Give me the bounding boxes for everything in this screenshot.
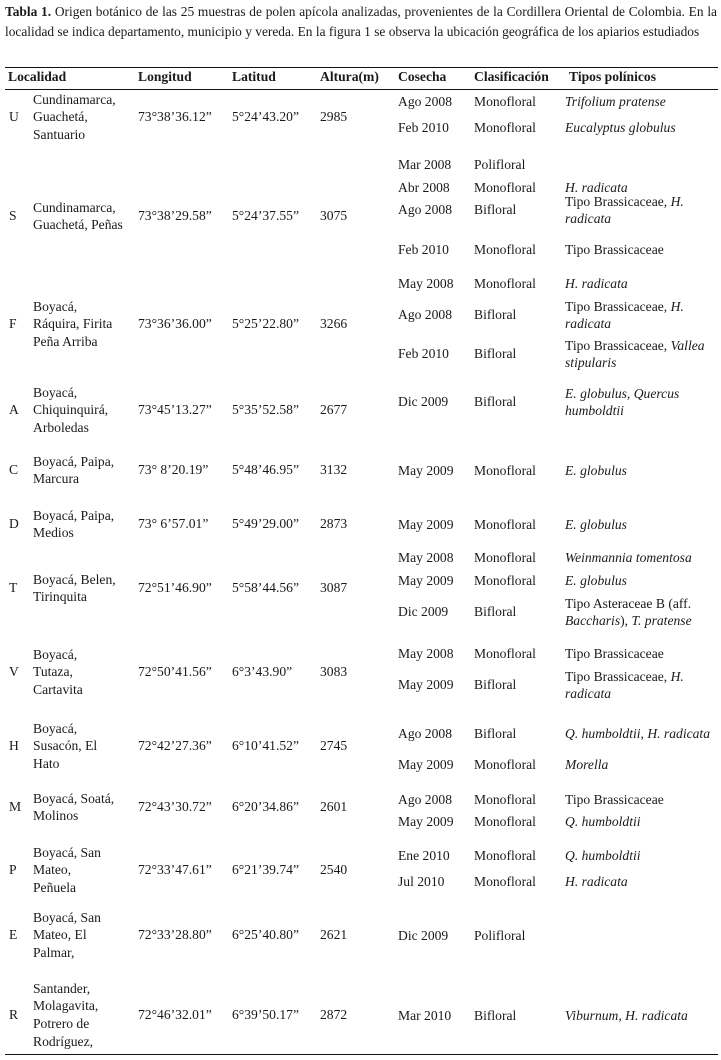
sample-classification: Bifloral bbox=[474, 726, 517, 741]
sample-harvest: Feb 2010 bbox=[398, 120, 449, 135]
site-locality: Boyacá, Paipa, Marcura bbox=[33, 453, 115, 487]
pollen-taxon-italic: E. globulus bbox=[565, 517, 627, 532]
sample-harvest: Ago 2008 bbox=[398, 202, 452, 217]
site-latitude: 5°48’46.95” bbox=[232, 462, 299, 477]
pollen-taxon-italic: H. radicata bbox=[565, 193, 684, 227]
caption-label: Tabla 1. bbox=[5, 4, 52, 19]
sample-harvest: Feb 2010 bbox=[398, 346, 449, 361]
pollen-taxon-italic: H. radicata bbox=[565, 874, 628, 889]
pollen-type-text: Tipo Brassicaceae, bbox=[565, 193, 671, 209]
sample-harvest: May 2008 bbox=[398, 550, 454, 565]
site-longitude: 73° 8’20.19” bbox=[138, 462, 209, 477]
sample-pollen-types bbox=[565, 462, 715, 480]
header-localidad: Localidad bbox=[8, 69, 67, 84]
site-latitude: 5°25’22.80” bbox=[232, 316, 299, 331]
sample-classification: Bifloral bbox=[474, 394, 517, 409]
site-code: S bbox=[9, 208, 17, 223]
site-longitude: 72°46’32.01” bbox=[138, 1007, 212, 1022]
site-longitude: 72°33’47.61” bbox=[138, 862, 212, 877]
header-tipos-polinicos: Tipos polínicos bbox=[569, 69, 657, 84]
sample-pollen-types bbox=[565, 847, 715, 865]
site-latitude: 5°24’43.20” bbox=[232, 109, 299, 124]
site-longitude: 72°33’28.80” bbox=[138, 927, 212, 942]
site-altitude: 3075 bbox=[320, 208, 348, 223]
site-code: E bbox=[9, 927, 18, 942]
pollen-taxon-italic: Eucalyptus globulus bbox=[565, 120, 676, 135]
site-latitude: 5°58’44.56” bbox=[232, 580, 299, 595]
site-altitude: 2621 bbox=[320, 927, 348, 942]
site-altitude: 3266 bbox=[320, 316, 348, 331]
sample-harvest: Ago 2008 bbox=[398, 726, 452, 741]
sample-harvest: May 2009 bbox=[398, 814, 454, 829]
sample-harvest: May 2009 bbox=[398, 677, 454, 692]
pollen-taxon-italic: Q. humboldtii bbox=[565, 814, 641, 829]
sample-classification: Monofloral bbox=[474, 550, 536, 565]
sample-harvest: May 2009 bbox=[398, 517, 454, 532]
site-latitude: 6°21’39.74” bbox=[232, 862, 299, 877]
sample-pollen-types bbox=[565, 298, 715, 333]
sample-harvest: Dic 2009 bbox=[398, 604, 449, 619]
sample-harvest: May 2008 bbox=[398, 646, 454, 661]
site-locality: Cundinamarca, Guachetá, Santuario bbox=[33, 91, 116, 142]
pollen-type-text: Tipo Brassicaceae, bbox=[565, 668, 671, 684]
site-altitude: 2601 bbox=[320, 799, 348, 814]
site-longitude: 73° 6’57.01” bbox=[138, 516, 209, 531]
site-altitude: 3087 bbox=[320, 580, 348, 595]
sample-harvest: May 2009 bbox=[398, 573, 454, 588]
pollen-taxon-italic: Morella bbox=[565, 757, 609, 772]
sample-pollen-types bbox=[565, 572, 715, 590]
sample-classification: Monofloral bbox=[474, 180, 536, 195]
site-locality: Boyacá, San Mateo, El Palmar, bbox=[33, 909, 101, 960]
pollen-taxon-italic: H. radicata bbox=[565, 668, 684, 702]
pollen-taxon-italic: E. globulus bbox=[565, 573, 627, 588]
sample-harvest: Jul 2010 bbox=[398, 874, 445, 889]
sample-pollen-types bbox=[565, 791, 715, 809]
sample-harvest: Ago 2008 bbox=[398, 792, 452, 807]
site-altitude: 2540 bbox=[320, 862, 348, 877]
site-longitude: 72°43’30.72” bbox=[138, 799, 212, 814]
sample-classification: Bifloral bbox=[474, 346, 517, 361]
site-locality: Cundinamarca, Guachetá, Peñas bbox=[33, 199, 123, 233]
site-latitude: 6°20’34.86” bbox=[232, 799, 299, 814]
sample-harvest: Abr 2008 bbox=[398, 180, 450, 195]
header-clasificacion: Clasificación bbox=[474, 69, 549, 84]
site-code: P bbox=[9, 862, 17, 877]
header-longitud: Longitud bbox=[138, 69, 192, 84]
sample-classification: Bifloral bbox=[474, 677, 517, 692]
sample-harvest: May 2008 bbox=[398, 276, 454, 291]
site-altitude: 2873 bbox=[320, 516, 348, 531]
sample-classification: Bifloral bbox=[474, 307, 517, 322]
caption-text: Origen botánico de las 25 muestras de polen apícola analizadas, provenientes de la Cordillera Oriental de Colombia. En la localidad se indica departamento, municipio y vereda. En la figura 1 se observa la ubicación geográfica de los apiarios estudiados bbox=[5, 4, 717, 39]
pollen-type-text: Tipo Brassicaceae bbox=[565, 242, 664, 257]
sample-classification: Monofloral bbox=[474, 94, 536, 109]
sample-pollen-types bbox=[565, 193, 715, 228]
sample-classification: Monofloral bbox=[474, 573, 536, 588]
site-latitude: 5°35’52.58” bbox=[232, 402, 299, 417]
sample-harvest: Mar 2010 bbox=[398, 1008, 452, 1023]
top-rule bbox=[5, 67, 718, 68]
site-code: U bbox=[9, 109, 19, 124]
site-code: A bbox=[9, 402, 19, 417]
sample-pollen-types bbox=[565, 645, 715, 663]
site-altitude: 2985 bbox=[320, 109, 348, 124]
bottom-rule bbox=[5, 1054, 718, 1055]
site-longitude: 73°38’29.58” bbox=[138, 208, 212, 223]
sample-pollen-types bbox=[565, 275, 715, 293]
table-caption bbox=[5, 2, 717, 42]
site-latitude: 6°39’50.17” bbox=[232, 1007, 299, 1022]
pollen-taxon-italic: H. radicata bbox=[565, 298, 684, 332]
sample-harvest: Feb 2010 bbox=[398, 242, 449, 257]
sample-classification: Monofloral bbox=[474, 463, 536, 478]
sample-pollen-types bbox=[565, 1007, 715, 1025]
sample-pollen-types bbox=[565, 595, 715, 630]
pollen-taxon-italic: H. radicata bbox=[565, 180, 628, 195]
site-longitude: 73°36’36.00” bbox=[138, 316, 212, 331]
pollen-taxon-italic: Weinmannia tomentosa bbox=[565, 550, 692, 565]
sample-harvest: Dic 2009 bbox=[398, 394, 449, 409]
site-longitude: 72°50’41.56” bbox=[138, 664, 212, 679]
pollen-type-text: Tipo Brassicaceae bbox=[565, 792, 664, 807]
site-locality: Boyacá, Soatá, Molinos bbox=[33, 790, 115, 824]
site-latitude: 6°25’40.80” bbox=[232, 927, 299, 942]
site-code: V bbox=[9, 664, 19, 679]
pollen-taxon-italic: Viburnum, H. radicata bbox=[565, 1008, 688, 1023]
site-locality: Santander, Molagavita, Potrero de Rodríguez, bbox=[33, 980, 99, 1049]
site-code: M bbox=[9, 799, 22, 814]
sample-classification: Bifloral bbox=[474, 604, 517, 619]
sample-harvest: May 2009 bbox=[398, 463, 454, 478]
sample-classification: Monofloral bbox=[474, 814, 536, 829]
sample-harvest: Mar 2008 bbox=[398, 157, 452, 172]
sample-harvest: Ago 2008 bbox=[398, 94, 452, 109]
site-latitude: 5°49’29.00” bbox=[232, 516, 299, 531]
site-altitude: 3083 bbox=[320, 664, 348, 679]
sample-harvest: May 2009 bbox=[398, 757, 454, 772]
sample-pollen-types bbox=[565, 337, 715, 372]
pollen-type-text: Tipo Brassicaceae bbox=[565, 646, 664, 661]
pollen-taxon-italic: E. globulus, Quercus humboldtii bbox=[565, 385, 680, 419]
site-code: C bbox=[9, 462, 19, 477]
sample-classification: Monofloral bbox=[474, 646, 536, 661]
sample-harvest: Ene 2010 bbox=[398, 848, 450, 863]
sample-pollen-types bbox=[565, 756, 715, 774]
site-longitude: 73°45’13.27” bbox=[138, 402, 212, 417]
site-locality: Boyacá, Ráquira, Firita Peña Arriba bbox=[33, 298, 113, 349]
header-altura: Altura(m) bbox=[320, 69, 379, 84]
sample-classification: Monofloral bbox=[474, 120, 536, 135]
sample-classification: Monofloral bbox=[474, 792, 536, 807]
sample-pollen-types bbox=[565, 119, 715, 137]
pollen-taxon-italic: H. radicata bbox=[565, 276, 628, 291]
sample-pollen-types bbox=[565, 385, 715, 420]
sample-classification: Monofloral bbox=[474, 757, 536, 772]
sample-harvest: Dic 2009 bbox=[398, 928, 449, 943]
sample-pollen-types bbox=[565, 516, 715, 534]
site-longitude: 72°42’27.36” bbox=[138, 738, 212, 753]
sample-harvest: Ago 2008 bbox=[398, 307, 452, 322]
pollen-taxon-italic: Q. humboldtii bbox=[565, 848, 641, 863]
site-code: H bbox=[9, 738, 19, 753]
site-altitude: 2745 bbox=[320, 738, 348, 753]
site-longitude: 73°38’36.12” bbox=[138, 109, 212, 124]
pollen-type-text: Tipo Asteraceae B (aff. bbox=[565, 595, 692, 611]
site-locality: Boyacá, Chiquinquirá, Arboledas bbox=[33, 384, 109, 435]
site-latitude: 5°24’37.55” bbox=[232, 208, 299, 223]
sample-classification: Monofloral bbox=[474, 517, 536, 532]
header-cosecha: Cosecha bbox=[398, 69, 447, 84]
site-code: F bbox=[9, 316, 17, 331]
sample-classification: Bifloral bbox=[474, 202, 517, 217]
sample-classification: Monofloral bbox=[474, 242, 536, 257]
pollen-taxon-italic: Q. humboldtii, H. radicata bbox=[565, 726, 710, 741]
sample-pollen-types bbox=[565, 873, 715, 891]
sample-pollen-types bbox=[565, 668, 715, 703]
site-altitude: 3132 bbox=[320, 462, 348, 477]
sample-classification: Monofloral bbox=[474, 874, 536, 889]
site-code: D bbox=[9, 516, 19, 531]
pollen-taxon-italic: E. globulus bbox=[565, 463, 627, 478]
header-latitud: Latitud bbox=[232, 69, 276, 84]
site-locality: Boyacá, Paipa, Medios bbox=[33, 507, 115, 541]
sample-pollen-types bbox=[565, 725, 715, 743]
sample-pollen-types bbox=[565, 93, 715, 111]
sample-pollen-types bbox=[565, 241, 715, 259]
pollen-taxon-italic: Baccharis bbox=[565, 613, 621, 629]
sample-classification: Bifloral bbox=[474, 1008, 517, 1023]
sample-classification: Monofloral bbox=[474, 276, 536, 291]
pollen-taxon-italic: Vallea stipularis bbox=[565, 337, 705, 371]
sample-classification: Polifloral bbox=[474, 157, 526, 172]
site-locality: Boyacá, Belen, Tirinquita bbox=[33, 571, 116, 605]
site-locality: Boyacá, San Mateo, Peñuela bbox=[33, 844, 101, 895]
pollen-taxon-italic: T. pratense bbox=[631, 613, 692, 629]
site-altitude: 2872 bbox=[320, 1007, 348, 1022]
sample-classification: Monofloral bbox=[474, 848, 536, 863]
sample-pollen-types bbox=[565, 549, 715, 567]
site-code: R bbox=[9, 1007, 19, 1022]
pollen-type-text: ), bbox=[620, 613, 632, 629]
site-latitude: 6°3’43.90” bbox=[232, 664, 293, 679]
site-code: T bbox=[9, 580, 18, 595]
site-locality: Boyacá, Susacón, El Hato bbox=[33, 720, 98, 771]
site-latitude: 6°10’41.52” bbox=[232, 738, 299, 753]
site-locality: Boyacá, Tutaza, Cartavita bbox=[33, 646, 83, 697]
pollen-taxon-italic: Trifolium pratense bbox=[565, 94, 666, 109]
sample-pollen-types bbox=[565, 813, 715, 831]
site-altitude: 2677 bbox=[320, 402, 348, 417]
site-longitude: 72°51’46.90” bbox=[138, 580, 212, 595]
sample-classification: Polifloral bbox=[474, 928, 526, 943]
pollen-type-text: Tipo Brassicaceae, bbox=[565, 337, 671, 353]
pollen-type-text: Tipo Brassicaceae, bbox=[565, 298, 671, 314]
